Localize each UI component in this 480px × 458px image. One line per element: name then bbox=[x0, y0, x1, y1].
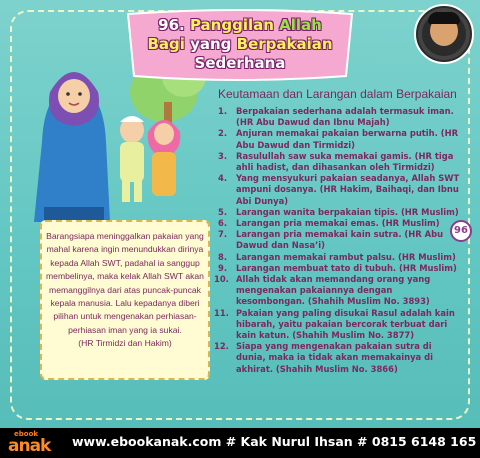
section-subheading: Keutamaan dan Larangan dalam Berpakaian bbox=[218, 87, 457, 101]
hadith-quote-text: Barangsiapa meninggalkan pakaian yang mahal karena ingin menundukkan dirinya kepada Allah SWT, padahal ia sanggup membelinya, maka kelak Allah SWT akan memanggilnya dari atas puncak-puncak kepala manusia. Lalu kepadanya diberi pilihan untuk mengenakan perhiasan-perhiasan iman yang ia sukai. (HR Tirmidzi dan Hakim) bbox=[46, 231, 204, 349]
list-item: 7. Larangan pria memakai kain sutra. (HR Abu Dawud dan Nasa’i) bbox=[218, 229, 444, 251]
title-banner bbox=[120, 8, 360, 82]
title-word-yang: yang bbox=[184, 35, 237, 53]
hadith-quote-box bbox=[40, 220, 210, 380]
list-item: 11. Pakaian yang paling disukai Rasul adalah kain hibarah, yaitu pakaian bercorak terbuat dari kain katun. (Shahih Muslim No. 3877) bbox=[214, 307, 455, 341]
girl-figure bbox=[148, 120, 180, 196]
list-item: 9. Larangan membuat tato di tubuh. (HR Muslim) bbox=[218, 262, 457, 273]
list-item: 6. Larangan pria memakai emas. (HR Muslim) bbox=[218, 218, 440, 229]
list-item: 10. Allah tidak akan memandang orang yang mengenakan pakaiannya dengan kesombongan. (Shahih Muslim No. 3893) bbox=[214, 274, 431, 307]
list-item: 2. Anjuran memakai pakaian berwarna putih. (HR Abu Dawud dan Tirmidzi) bbox=[218, 128, 459, 150]
list-item: 1. Berpakaian sederhana adalah termasuk iman. (HR Abu Dawud dan Ibnu Majah) bbox=[218, 106, 454, 128]
list-item: 12. Siapa yang mengenakan pakaian sutra di dunia, maka ia tidak akan memakainya di akhirat. (Shahih Muslim No. 3866) bbox=[214, 341, 433, 374]
page-number: 96 bbox=[450, 220, 472, 242]
title-word-panggilan: Panggilan bbox=[189, 16, 280, 34]
logo-big-text: anak bbox=[8, 436, 51, 456]
author-cap-icon bbox=[428, 12, 460, 24]
title-word-berpakaian: Berpakaian bbox=[236, 35, 333, 53]
author-badge bbox=[414, 4, 474, 64]
title-line-2 bbox=[120, 35, 360, 53]
list-item: 4. Yang mensyukuri pakaian seadanya, Allah SWT ampuni dosanya. (HR Hakim, Baihaqi, dan Ibnu Abi Dunya) bbox=[218, 173, 460, 206]
list-item: 5. Larangan wanita berpakaian tipis. (HR Muslim) bbox=[218, 206, 459, 217]
rules-list bbox=[214, 106, 464, 375]
list-item: 3. Rasulullah saw suka memakai gamis. (HR tiga ahli hadist, dan dihasankan oleh Tirmidzi) bbox=[218, 150, 454, 173]
footer-bar bbox=[0, 428, 480, 458]
title-word-allah: Allah bbox=[279, 16, 322, 34]
list-item: 8. Larangan memakai rambut palsu. (HR Muslim) bbox=[218, 251, 456, 262]
title-word-sederhana: Sederhana bbox=[194, 54, 286, 72]
mother-figure bbox=[34, 72, 110, 222]
logo-small-text: ebook bbox=[14, 430, 39, 438]
title-line-3 bbox=[120, 54, 360, 72]
title-word-bagi: Bagi bbox=[147, 35, 185, 53]
footer-contact-text: www.ebookanak.com # Kak Nurul Ihsan # 0815 6148 165 bbox=[72, 434, 477, 449]
title-line-1 bbox=[120, 16, 360, 34]
ebookanak-logo[interactable] bbox=[6, 430, 68, 456]
boy-figure bbox=[120, 116, 144, 202]
title-number: 96. bbox=[158, 16, 190, 34]
